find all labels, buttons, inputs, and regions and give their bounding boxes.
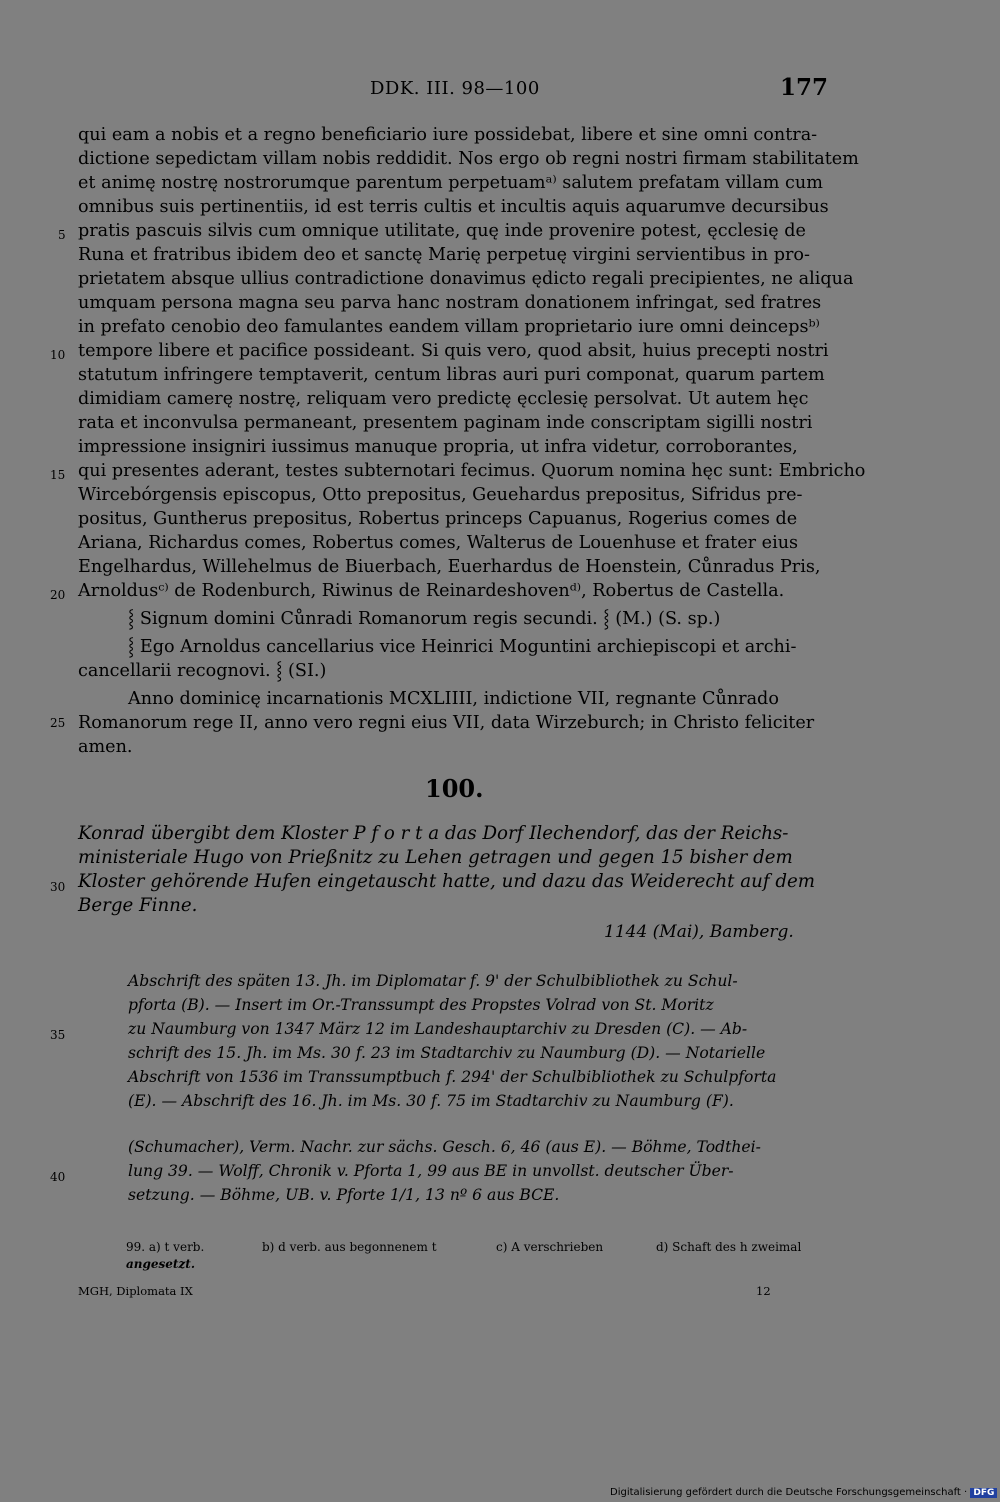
line-number: 10 bbox=[50, 348, 66, 362]
edition-line: lung 39. — Wolff, Chronik v. Pforta 1, 99 aus BE in unvollst. deutscher Über- bbox=[128, 1162, 734, 1180]
text-line: dictione sepedictam villam nobis reddidit. Nos ergo ob regni nostri firmam stabilitatem bbox=[78, 149, 859, 169]
text-line: omnibus suis pertinentiis, id est terris cultis et incultis aquis aquarumve decursibus bbox=[78, 197, 829, 217]
text-line: dimidiam camerę nostrę, reliquam vero predictę ęcclesię persolvat. Ut autem hęc bbox=[78, 389, 809, 409]
summary-line: ministeriale Hugo von Prießnitz zu Lehen getragen und gegen 15 bisher dem bbox=[78, 847, 793, 868]
dating-line: amen. bbox=[78, 737, 133, 757]
line-number: 35 bbox=[50, 1028, 66, 1042]
source-line: (E). — Abschrift des 16. Jh. im Ms. 30 f. 75 im Stadtarchiv zu Naumburg (F). bbox=[128, 1092, 734, 1110]
source-line: schrift des 15. Jh. im Ms. 30 f. 23 im Stadtarchiv zu Naumburg (D). — Notarielle bbox=[128, 1044, 766, 1062]
text-line: impressione insigniri iussimus manuque propria, ut infra videtur, corroborantes, bbox=[78, 437, 798, 457]
footer-signature: 12 bbox=[756, 1284, 771, 1298]
text-line: Engelhardus, Willehelmus de Biuerbach, Euerhardus de Hoenstein, Cůnradus Pris, bbox=[78, 557, 821, 577]
page-header-left: DDK. III. 98—100 bbox=[370, 78, 540, 99]
text-line: Arnoldusᶜ⁾ de Rodenburch, Riwinus de Reinardeshovenᵈ⁾, Robertus de Castella. bbox=[78, 581, 785, 601]
line-number: 40 bbox=[50, 1170, 66, 1184]
funding-notice bbox=[610, 1487, 997, 1498]
footnote-a-cont: angesetzt. bbox=[126, 1257, 195, 1271]
summary-line: Berge Finne. bbox=[78, 895, 198, 916]
recognition-line: ⸾ Ego Arnoldus cancellarius vice Heinrici Moguntini archiepiscopi et archi- bbox=[128, 637, 797, 657]
text-line: umquam persona magna seu parva hanc nostram donationem infringat, sed fratres bbox=[78, 293, 822, 313]
footnote-c: c) A verschrieben bbox=[496, 1240, 604, 1254]
text-line: Runa et fratribus ibidem deo et sanctę Marię perpetuę virgini servientibus in pro- bbox=[78, 245, 810, 265]
edition-line: (Schumacher), Verm. Nachr. zur sächs. Gesch. 6, 46 (aus E). — Böhme, Todthei- bbox=[128, 1138, 761, 1156]
source-line: pforta (B). — Insert im Or.-Transsumpt des Propstes Volrad von St. Moritz bbox=[128, 996, 714, 1014]
source-line: zu Naumburg von 1347 März 12 im Landeshauptarchiv zu Dresden (C). — Ab- bbox=[128, 1020, 748, 1038]
source-line: Abschrift des späten 13. Jh. im Diplomatar f. 9' der Schulbibliothek zu Schul- bbox=[128, 972, 738, 990]
dating-line: Romanorum rege II, anno vero regni eius VII, data Wirzeburch; in Christo feliciter bbox=[78, 713, 815, 733]
edition-line: setzung. — Böhme, UB. v. Pforte 1/1, 13 nº 6 aus BCE. bbox=[128, 1186, 560, 1204]
source-line: Abschrift von 1536 im Transsumptbuch f. 294' der Schulbibliothek zu Schulpforta bbox=[128, 1068, 777, 1086]
page-number: 177 bbox=[780, 74, 829, 101]
date-place: 1144 (Mai), Bamberg. bbox=[604, 922, 794, 942]
summary-line: Konrad übergibt dem Kloster P f o r t a das Dorf Ilechendorf, das der Reichs- bbox=[78, 823, 789, 844]
text-line: Wircebórgensis episcopus, Otto prepositus, Geuehardus prepositus, Sifridus pre- bbox=[78, 485, 803, 505]
dating-line: Anno dominicę incarnationis MCXLIIII, indictione VII, regnante Cůnrado bbox=[128, 689, 779, 709]
footer-source: MGH, Diplomata IX bbox=[78, 1284, 193, 1298]
line-number: 25 bbox=[50, 716, 66, 730]
footnote-a: 99. a) t verb. bbox=[126, 1240, 205, 1254]
line-number: 5 bbox=[58, 228, 66, 242]
text-line: positus, Guntherus prepositus, Robertus princeps Capuanus, Rogerius comes de bbox=[78, 509, 798, 529]
text-line: in prefato cenobio deo famulantes eandem villam proprietario iure omni deincepsᵇ⁾ bbox=[78, 317, 820, 337]
text-line: qui eam a nobis et a regno beneficiario iure possidebat, libere et sine omni contra- bbox=[78, 125, 818, 145]
footnote-b: b) d verb. aus begonnenem t bbox=[262, 1240, 437, 1254]
text-line: Ariana, Richardus comes, Robertus comes, Walterus de Louenhuse et frater eius bbox=[78, 533, 799, 553]
summary-line: Kloster gehörende Hufen eingetauscht hatte, und dazu das Weiderecht auf dem bbox=[78, 871, 815, 892]
text-line: pratis pascuis silvis cum omnique utilitate, quę inde provenire potest, ęcclesię de bbox=[78, 221, 806, 241]
text-line: prietatem absque ullius contradictione donavimus ędicto regali precipientes, ne aliqua bbox=[78, 269, 854, 289]
dfg-logo: DFG bbox=[970, 1488, 997, 1498]
signum-line: ⸾ Signum domini Cůnradi Romanorum regis secundi. ⸾ (M.) (S. sp.) bbox=[128, 609, 721, 629]
text-line: statutum infringere temptaverit, centum libras auri puri componat, quarum partem bbox=[78, 365, 825, 385]
text-line: tempore libere et pacifice possideant. Si quis vero, quod absit, huius precepti nostri bbox=[78, 341, 829, 361]
line-number: 20 bbox=[50, 588, 66, 602]
recognition-line: cancellarii recognovi. ⸾ (SI.) bbox=[78, 661, 327, 681]
document-number: 100. bbox=[425, 774, 484, 803]
text-line: rata et inconvulsa permaneant, presentem paginam inde conscriptam sigilli nostri bbox=[78, 413, 813, 433]
line-number: 15 bbox=[50, 468, 66, 482]
text-line: et animę nostrę nostrorumque parentum perpetuamᵃ⁾ salutem prefatam villam cum bbox=[78, 173, 823, 193]
line-number: 30 bbox=[50, 880, 66, 894]
footnote-d: d) Schaft des h zweimal bbox=[656, 1240, 802, 1254]
funding-text: Digitalisierung gefördert durch die Deutsche Forschungsgemeinschaft · bbox=[610, 1487, 968, 1498]
text-line: qui presentes aderant, testes subternotari fecimus. Quorum nomina hęc sunt: Embricho bbox=[78, 461, 866, 481]
